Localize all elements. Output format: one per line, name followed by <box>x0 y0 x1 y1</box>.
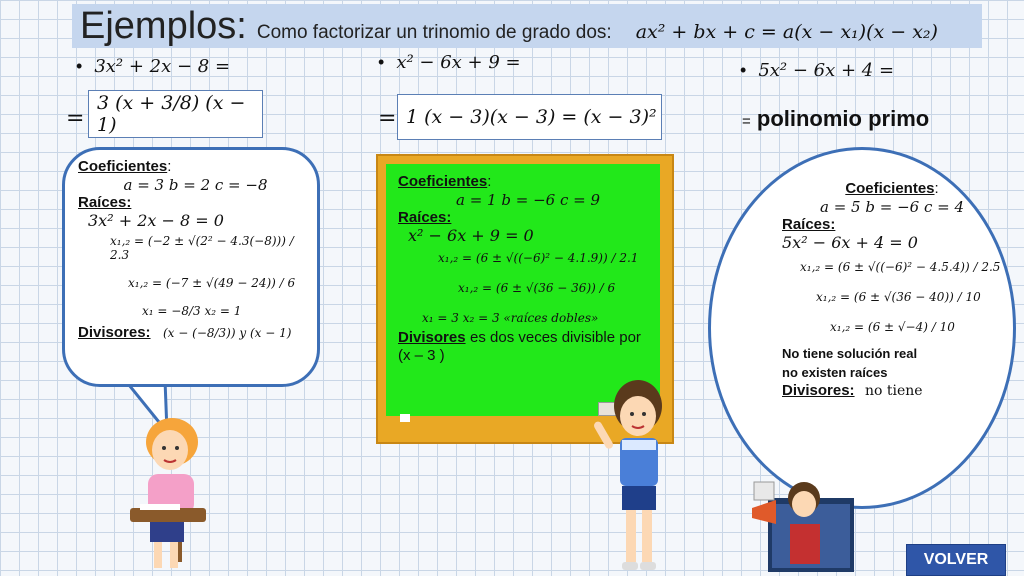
ex2-coef-label: Coeficientes <box>398 173 488 190</box>
ex3-step3: x₁,₂ = (6 ± √−4) / 10 <box>830 320 955 334</box>
ex2-problem: • x² − 6x + 9 = <box>378 52 521 73</box>
ex1-equals: = <box>66 106 85 131</box>
page-title: Ejemplos: <box>80 5 247 47</box>
ex3-note1: No tiene solución real <box>782 346 918 361</box>
title-bar <box>72 4 982 48</box>
ex1-bubble-content: Coeficientes: a = 3 b = 2 c = −8 Raíces: 3x² + 2x − 8 = 0 x₁,₂ = (−2 ± √(2² − 4.3(−8))) / 2.3 x₁,₂ = (−7 ± √(49 − 24)) / 6 x₁ = −8/3 x₂ = 1 Divisores: (x − (−8/3)) y (x − 1) <box>78 158 313 342</box>
ex1-equation: 3x² + 2x − 8 = 0 <box>88 211 224 230</box>
ex1-coefs: a = 3 b = 2 c = −8 <box>123 176 268 194</box>
ex1-step3: x₁ = −8/3 x₂ = 1 <box>142 304 242 318</box>
ex2-answer-box <box>397 94 662 140</box>
ex2-coefs: a = 1 b = −6 c = 9 <box>456 191 600 209</box>
ex1-step1: x₁,₂ = (−2 ± √(2² − 4.3(−8))) / 2.3 <box>110 234 294 262</box>
ex3-answer-row <box>742 106 929 132</box>
ex1-div-label: Divisores: <box>78 324 151 341</box>
back-button[interactable]: VOLVER <box>906 544 1006 576</box>
ex2-equals: = <box>378 106 397 131</box>
chalk <box>400 414 410 422</box>
ex3-answer: polinomio primo <box>756 106 930 131</box>
ex1-answer: 3 (x + 3/8) (x − 1) <box>97 92 246 136</box>
ex3-coef-label: Coeficientes <box>845 180 935 197</box>
ex2-step1: x₁,₂ = (6 ± √((−6)² − 4.1.9)) / 2.1 <box>438 251 639 265</box>
ex1-coef-label: Coeficientes <box>78 158 168 175</box>
ex3-answer-prefix: = <box>742 113 751 130</box>
ex1-step2: x₁,₂ = (−7 ± √(49 − 24)) / 6 <box>128 276 296 290</box>
student-boy-illustration <box>592 376 672 576</box>
ex3-step2: x₁,₂ = (6 ± √(36 − 40)) / 10 <box>816 290 981 304</box>
page-subtitle: Como factorizar un trinomio de grado dos: <box>256 22 612 43</box>
ex1-problem: • 3x² + 2x − 8 = <box>76 56 230 77</box>
ex2-div-label: Divisores <box>398 329 466 346</box>
general-formula: ax² + bx + c = a(x − x₁)(x − x₂) <box>635 21 938 43</box>
teacher-megaphone-illustration <box>748 478 858 576</box>
ex2-equation: x² − 6x + 9 = 0 <box>408 226 534 245</box>
ex3-note2: no existen raíces <box>782 365 888 380</box>
ex3-coefs: a = 5 b = −6 c = 4 <box>820 198 964 216</box>
ex3-div-label: Divisores: <box>782 382 855 399</box>
ex2-step3: x₁ = 3 x₂ = 3 «raíces dobles» <box>422 311 599 325</box>
ex1-divisors: (x − (−8/3)) y (x − 1) <box>163 326 292 340</box>
ex3-divisors: no tiene <box>865 383 923 399</box>
ex2-step2: x₁,₂ = (6 ± √(36 − 36)) / 6 <box>458 281 616 295</box>
ex2-answer: 1 (x − 3)(x − 3) = (x − 3)² <box>406 106 657 128</box>
ex3-step1: x₁,₂ = (6 ± √((−6)² − 4.5.4)) / 2.5 <box>800 260 1001 274</box>
ex3-equation: 5x² − 6x + 4 = 0 <box>782 233 918 252</box>
ex3-roots-label: Raíces: <box>782 216 836 233</box>
student-girl-illustration <box>120 412 220 576</box>
ex1-roots-label: Raíces: <box>78 194 132 211</box>
ex2-board-content: Coeficientes: a = 1 b = −6 c = 9 Raíces: x² − 6x + 9 = 0 x₁,₂ = (6 ± √((−6)² − 4.1.9)) / 2.1 x₁,₂ = (6 ± √(36 − 36)) / 6 x₁ = 3 x₂ = 3 «raíces dobles» Divisores es dos veces divisible por (x – 3 ) <box>398 173 658 365</box>
ex3-problem: • 5x² − 6x + 4 = <box>740 60 894 81</box>
ex2-divisors: es dos veces divisible por (x – 3 ) <box>398 329 641 364</box>
ex2-roots-label: Raíces: <box>398 209 452 226</box>
ex1-answer-box <box>88 90 263 138</box>
ex3-bubble-content: Coeficientes: a = 5 b = −6 c = 4 Raíces: 5x² − 6x + 4 = 0 x₁,₂ = (6 ± √((−6)² − 4.5.4)) / 2.5 x₁,₂ = (6 ± √(36 − 40)) / 10 x₁,₂ = (6 ± √−4) / 10 No tiene solución real no existen raíces Divisores: no tiene <box>782 180 1001 399</box>
